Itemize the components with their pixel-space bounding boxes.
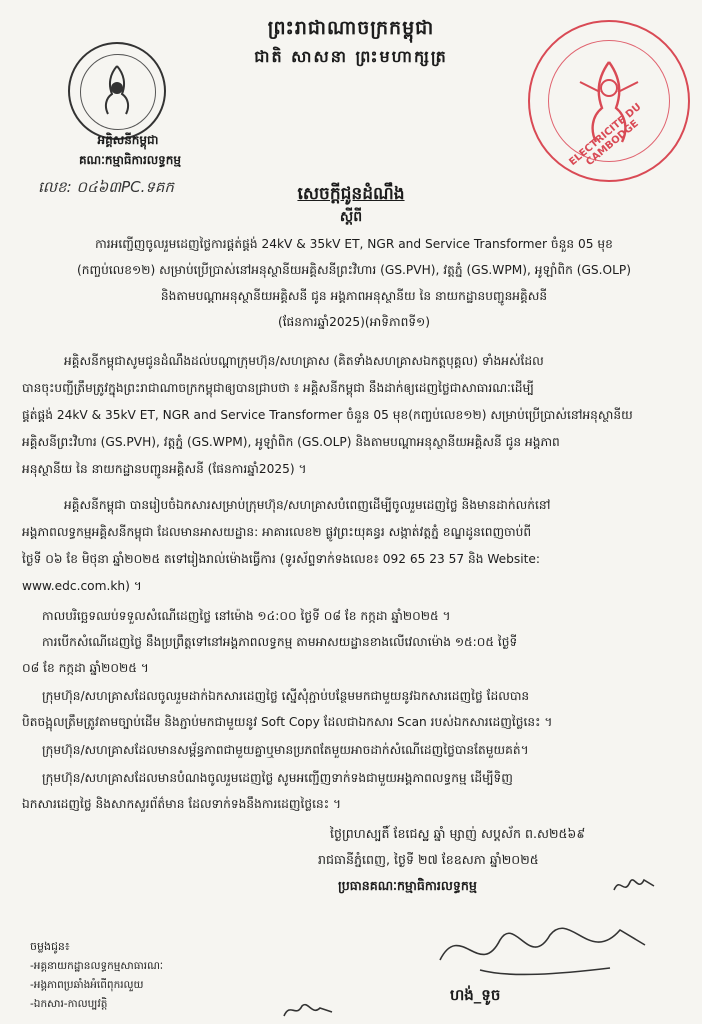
recipient-item: -អង្គភាពប្រឆាំងអំពើពុករលួយ [30, 979, 144, 991]
item-line: ឯកសារដេញថ្លៃ និងសាកសួរព័ត៌មាន ដែលទាក់ទងនឹងការដេញថ្លៃនេះ ។ [22, 797, 341, 811]
body-line: បានចុះបញ្ជីត្រឹមត្រូវក្នុងព្រះរាជាណាចក្រកម្ពុជាឲ្យបានជ្រាបថា ៖ អគ្គិសនីកម្ពុជា នឹងដាក់ឲ្យដេញថ្លៃជាសាធារណៈដើម្បី [22, 381, 534, 395]
lunar-date: ថ្ងៃព្រហស្បតិ៍ ខែជេស្ឋ ឆ្នាំ ម្សាញ់ សប្តស័ក ព.ស២៥៦៩ [330, 826, 586, 841]
place-date: រាជធានីភ្នំពេញ, ថ្ងៃទី ២៧ ខែឧសភា ឆ្នាំ២០២៥ [318, 852, 539, 867]
bottom-initials [280, 998, 340, 1022]
sender-department: គណៈកម្មាធិការលទ្ធកម្ម [78, 153, 182, 167]
handwritten-signature [420, 900, 660, 990]
national-motto: ជាតិ សាសនា ព្រះមហាក្សត្រ [254, 47, 448, 66]
body-line: អគ្គិសនីកម្ពុជាសូមជូនដំណឹងដល់បណ្តាក្រុមហ៊ុន/សហគ្រាស (គិតទាំងសហគ្រាសឯកត្តបុគ្គល) ទាំងអស់ដែល [64, 354, 544, 368]
edc-logo [68, 42, 166, 140]
initials-scribble [610, 870, 660, 900]
stamp-text: ELECTRICITE DU CAMBODGE [567, 101, 644, 169]
subject-line: (កញ្ចប់លេខ១២) សម្រាប់ប្រើប្រាស់នៅអនុស្ថានីយអគ្គិសនីព្រះវិហារ (GS.PVH), វត្តភ្នំ (GS.WPM), អូឡាំពិក (GS.OLP) [76, 263, 631, 277]
body-line: www.edc.com.kh) ។ [22, 579, 142, 593]
item-line: បិតចង្អុលត្រឹមត្រូវតាមច្បាប់ដើម និងភ្ជាប់មកជាមួយនូវ Soft Copy ដែលជាឯកសារ Scan របស់ឯកសារដេញថ្លៃនេះ ។ [22, 715, 553, 729]
body-line: អង្គភាពលទ្ធកម្មអគ្គិសនីកម្ពុជា ដែលមានអាសយដ្ឋាន: អាគារលេខ២ ផ្លូវព្រះយុគន្ធរ សង្កាត់វត្តភ្នំ ខណ្ឌដូនពេញចាប់ពី [22, 525, 532, 539]
notice-title: សេចក្តីជូនដំណឹង [297, 184, 405, 204]
subject-line: (ផែនការឆ្នាំ2025)(អាទិភាពទី១) [277, 315, 431, 329]
recipient-item: -អគ្គនាយកដ្ឋានលទ្ធកម្មសាធារណៈ [30, 960, 164, 972]
subject-label: ស្តីពី [339, 209, 363, 225]
body-line: អគ្គិសនីព្រះវិហារ (GS.PVH), វត្តភ្នំ (GS.WPM), អូឡាំពិក (GS.OLP) និងតាមបណ្តាអនុស្ថានីយអគ្គិសនី ជូន អង្គភាព [22, 435, 560, 449]
reference-number: លេខ: ០៤៦៣PC.ទគក [38, 178, 174, 196]
body-line: ផ្គត់ផ្គង់ 24kV & 35kV ET, NGR and Service Transformer ចំនួន 05 មុខ(កញ្ចប់លេខ១២) សម្រាប់ប្រើប្រាស់នៅអនុស្ថានីយ [22, 408, 633, 422]
item-line: កាលបរិច្ឆេទឈប់ទទួលសំណើដេញថ្លៃ នៅម៉ោង ១៤:០០ ថ្ងៃទី ០៨ ខែ កក្កដា ឆ្នាំ២០២៥ ។ [42, 609, 451, 623]
item-line: ០៨ ខែ កក្កដា ឆ្នាំ២០២៥ ។ [22, 661, 149, 675]
body-line: ថ្ងៃទី ០៦ ខែ មិថុនា ឆ្នាំ២០២៥ តទៅរៀងរាល់ម៉ោងធ្វើការ (ទូរស័ព្ទទាក់ទងលេខ៖ 092 65 23 57 និង Website: [22, 552, 541, 566]
body-line: អនុស្ថានីយ នៃ នាយកដ្ឋានបញ្ជូនអគ្គិសនី (ផែនការឆ្នាំ2025) ។ [22, 462, 307, 476]
item-line: ការបើកសំណើដេញថ្លៃ នឹងប្រព្រឹត្តទៅនៅអង្គភាពលទ្ធកម្ម តាមអាសយដ្ឋានខាងលើវេលាម៉ោង ១៥:០៥ ថ្ងៃទី [42, 635, 518, 649]
signer-position: ប្រធានគណៈកម្មាធិការលទ្ធកម្ម [338, 878, 477, 893]
sender-organization: អគ្គិសនីកម្ពុជា [97, 133, 159, 147]
body-line: អគ្គិសនីកម្ពុជា បានរៀបចំឯកសារសម្រាប់ក្រុមហ៊ុន/សហគ្រាសបំពេញដើម្បីចូលរួមដេញថ្លៃ និងមានដាក់លក់នៅ [64, 498, 551, 512]
copy-to-label: ចម្លងជូន៖ [30, 940, 70, 953]
item-line: ក្រុមហ៊ុន/សហគ្រាសដែលមានបំណងចូលរួមដេញថ្លៃ សូមអញ្ជើញទាក់ទងជាមួយអង្គភាពលទ្ធកម្ម ដើម្បីទិញ [42, 771, 513, 785]
subject-line: និងតាមបណ្តាអនុស្ថានីយអគ្គិសនី ជូន អង្គភាពអនុស្ថានីយ នៃ នាយកដ្ឋានបញ្ជូនអគ្គិសនី [160, 289, 548, 303]
official-stamp [528, 20, 690, 182]
recipient-item: -ឯកសារ-កាលប្បវត្តិ [30, 998, 108, 1010]
item-line: ក្រុមហ៊ុន/សហគ្រាសដែលចូលរួមដាក់ឯកសារដេញថ្លៃ ស្នើសុំភ្ជាប់បន្ថែមមកជាមួយនូវឯកសារដេញថ្លៃ ដែលបាន [42, 689, 530, 703]
signer-name: ហង់_ទូច [450, 986, 501, 1004]
kingdom-heading: ព្រះរាជាណាចក្រកម្ពុជា [267, 17, 435, 39]
item-line: ក្រុមហ៊ុន/សហគ្រាសដែលមានសម្ព័ន្ធភាពជាមួយគ្នាឬមានប្រភពតែមួយអាចដាក់សំណើដេញថ្លៃបានតែមួយគត់។ [42, 743, 529, 757]
subject-line: ការអញ្ជើញចូលរួមដេញថ្លៃការផ្គត់ផ្គង់ 24kV & 35kV ET, NGR and Service Transformer ចំនួន 05 មុខ [95, 237, 613, 251]
